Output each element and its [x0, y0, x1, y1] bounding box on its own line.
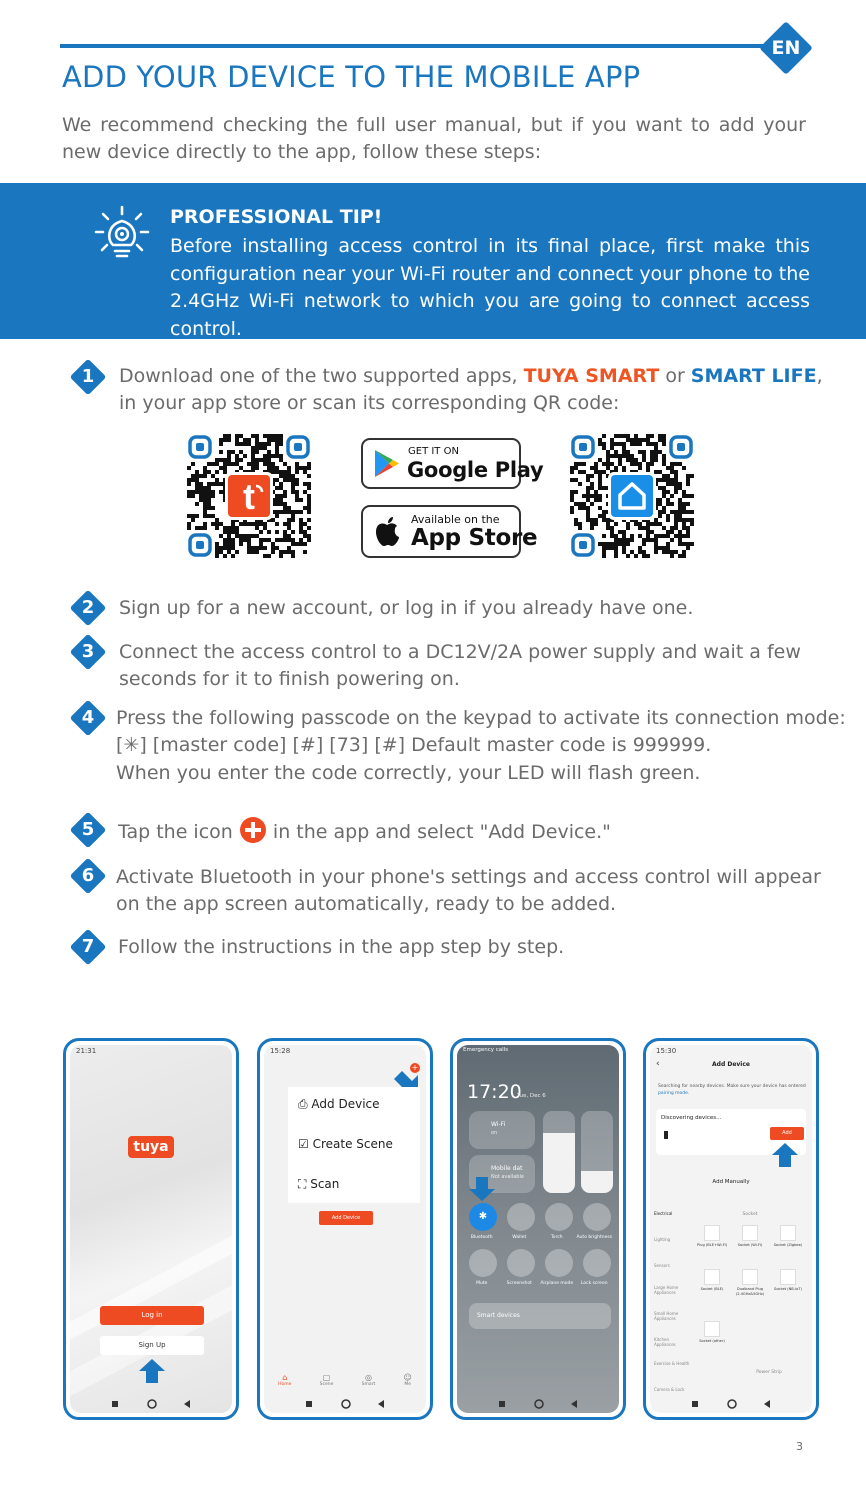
tuya-logo: tuya — [128, 1136, 174, 1158]
google-play-small-text: GET IT ON — [408, 446, 459, 457]
grid-item[interactable]: Dualband Plug (2.4GHz&5GHz) — [732, 1269, 768, 1296]
clock-time: 17:20 — [467, 1081, 522, 1103]
step-6-line-1: Activate Bluetooth in your phone's settings and access control will appear — [116, 866, 821, 888]
notice-text: Searching for nearby devices. Make sure your device has entered pairing mode. — [658, 1084, 806, 1096]
mobile-data-tile[interactable]: Mobile dat Not available — [469, 1155, 535, 1193]
airplane-toggle[interactable] — [545, 1249, 573, 1277]
signup-button[interactable]: Sign Up — [100, 1336, 204, 1355]
wallet-toggle[interactable] — [507, 1203, 535, 1231]
step-3-badge: 3 — [69, 633, 107, 671]
language-badge — [760, 22, 812, 74]
phone-screenshot-add-menu — [257, 1038, 433, 1420]
lock-screen-toggle[interactable] — [583, 1249, 611, 1277]
add-manually-heading: Add Manually — [712, 1179, 750, 1185]
step-4-badge: 4 — [69, 699, 107, 737]
step-1-line-2: in your app store or scan its corresponding QR code: — [119, 392, 620, 414]
step-5-text: Tap the icon in the app and select "Add Device." — [118, 816, 611, 846]
arrow-up-icon — [139, 1359, 165, 1383]
back-icon[interactable]: ‹ — [656, 1059, 660, 1069]
tab-me[interactable]: ☺ Me — [403, 1373, 412, 1387]
step-2-badge: 2 — [69, 589, 107, 627]
smart-devices-panel[interactable]: Smart devices — [469, 1303, 611, 1329]
app-store-small-text: Available on the — [411, 513, 500, 526]
volume-slider[interactable] — [581, 1111, 613, 1193]
add-plus-icon — [239, 816, 267, 844]
step-4-line-2: [✳] [master code] [#] [73] [#] Default master code is 999999. — [116, 734, 712, 756]
add-device-found-button[interactable]: Add — [770, 1127, 804, 1140]
add-plus-icon[interactable]: + — [411, 1063, 419, 1072]
svg-text:t: t — [243, 476, 255, 517]
step-7-badge: 7 — [69, 928, 107, 966]
emergency-calls-text: Emergency calls — [463, 1047, 509, 1053]
socket-header: Socket — [742, 1212, 758, 1217]
brightness-slider[interactable] — [543, 1111, 575, 1193]
app-store-badge[interactable] — [361, 505, 538, 558]
page-title: ADD YOUR DEVICE TO THE MOBILE APP — [62, 60, 641, 94]
menu-item-create-scene[interactable]: ☑ Create Scene — [298, 1137, 393, 1151]
language-badge-label: EN — [771, 37, 801, 59]
intro-text: We recommend checking the full user manual, but if you want to add your new device directly to the app, follow these steps: — [62, 114, 806, 163]
tuya-smart-qr-code[interactable] — [187, 434, 311, 558]
step-6-line-2: on the app screen automatically, ready to be added. — [116, 893, 617, 915]
grid-item[interactable]: Plug (BLE+Wi-Fi) — [694, 1225, 730, 1248]
screenshot-toggle[interactable] — [507, 1249, 535, 1277]
status-time: 21:31 — [76, 1047, 97, 1055]
smart-life-label: SMART LIFE — [690, 365, 817, 387]
tip-body: Before installing access control in its final place, first make this configuration near your Wi-Fi router and connect your phone to the 2.4GHz Wi-Fi network to which you are going to connect access control. — [170, 235, 810, 340]
step-3-line-1: Connect the access control to a DC12V/2A power supply and wait a few — [119, 641, 801, 663]
phone-screenshot-control-center: Emergency calls 17:20 Tue, Dec 6 Wi-Fi on Mobile dat Not available ✱ Bluetooth Wallet Torch Auto brightness Mute Screenshot Airplane mode Lock screen Smart devices — [450, 1038, 626, 1420]
grid-item[interactable]: Socket (other) — [694, 1321, 730, 1344]
phone-screenshot-login — [63, 1038, 239, 1420]
login-button[interactable]: Log in — [100, 1306, 204, 1325]
auto-brightness-toggle[interactable] — [583, 1203, 611, 1231]
tuya-smart-label: TUYA SMART — [523, 365, 660, 387]
phone-screenshot-discovery: 15:30 ‹ Add Device Searching for nearby devices. Make sure your device has entered pairing mode. Discovering devices... Add Add Manually Electrical Lighting Sensors Large Home Appliances Small Home Appliances Kitchen Appliances Exercise & Health Camera & Lock Socket Plug (BLE+Wi-Fi) Socket (Wi-Fi) Socket (Zigbee) Socket (BLE) Dualband Plug (2.4GHz&5GHz) Socket (NB-IoT) Socket (other) Power Strip — [643, 1038, 819, 1420]
google-play-label: Google Play — [407, 458, 544, 482]
android-nav-bar — [264, 1395, 426, 1413]
lightbulb-icon — [94, 205, 150, 263]
tab-bar — [264, 1373, 426, 1395]
header-rule — [60, 44, 770, 48]
google-play-icon — [373, 449, 400, 478]
step-5-badge: 5 — [69, 811, 107, 849]
step-1-badge: 1 — [69, 358, 107, 396]
step-7-text: Follow the instructions in the app step by step. — [118, 936, 565, 958]
apple-icon — [373, 516, 401, 547]
step-4-line-1: Press the following passcode on the keypad to activate its connection mode: — [116, 707, 846, 729]
status-time: 15:28 — [270, 1047, 291, 1055]
status-time: 15:30 — [656, 1047, 677, 1055]
tip-title: PROFESSIONAL TIP! — [170, 206, 383, 228]
grid-item[interactable]: Socket (BLE) — [694, 1269, 730, 1292]
step-2-text: Sign up for a new account, or log in if you already have one. — [119, 597, 694, 619]
torch-toggle[interactable] — [545, 1203, 573, 1231]
smart-life-qr-code[interactable] — [570, 434, 694, 558]
app-store-label: App Store — [411, 525, 538, 551]
step-6-badge: 6 — [69, 857, 107, 895]
arrow-up-icon — [772, 1143, 798, 1167]
tab-scene[interactable]: ▢ Scene — [319, 1373, 334, 1387]
step-1-line-1: Download one of the two supported apps, TUYA SMART or SMART LIFE, — [119, 365, 823, 387]
menu-item-scan[interactable]: ⛶ Scan — [298, 1177, 340, 1191]
android-nav-bar — [70, 1395, 232, 1413]
screen-title: Add Device — [712, 1061, 750, 1068]
arrow-down-icon — [469, 1177, 495, 1201]
step-4-line-3: When you enter the code correctly, your LED will flash green. — [116, 762, 701, 784]
add-menu-popup — [288, 1087, 420, 1203]
clock-date: Tue, Dec 6 — [517, 1093, 546, 1099]
tab-home[interactable]: ⌂ Home — [278, 1373, 292, 1387]
mute-toggle[interactable] — [469, 1249, 497, 1277]
bluetooth-toggle[interactable]: ✱ — [469, 1203, 497, 1231]
grid-item[interactable]: Socket (Wi-Fi) — [732, 1225, 768, 1248]
page-number: 3 — [796, 1440, 803, 1453]
tab-smart[interactable]: ◎ Smart — [361, 1373, 376, 1387]
add-device-button[interactable]: Add Device — [319, 1211, 373, 1225]
step-3-line-2: seconds for it to finish powering on. — [119, 668, 460, 690]
discovering-card: Discovering devices... Add — [656, 1109, 806, 1155]
menu-item-add-device[interactable]: ⎙ Add Device — [298, 1097, 380, 1111]
android-nav-bar — [650, 1395, 812, 1413]
google-play-badge[interactable] — [361, 438, 544, 489]
grid-item[interactable]: Socket (NB-IoT) — [770, 1269, 806, 1292]
android-nav-bar — [457, 1395, 619, 1413]
wifi-tile[interactable]: Wi-Fi on — [469, 1111, 535, 1149]
grid-item[interactable]: Socket (Zigbee) — [770, 1225, 806, 1248]
